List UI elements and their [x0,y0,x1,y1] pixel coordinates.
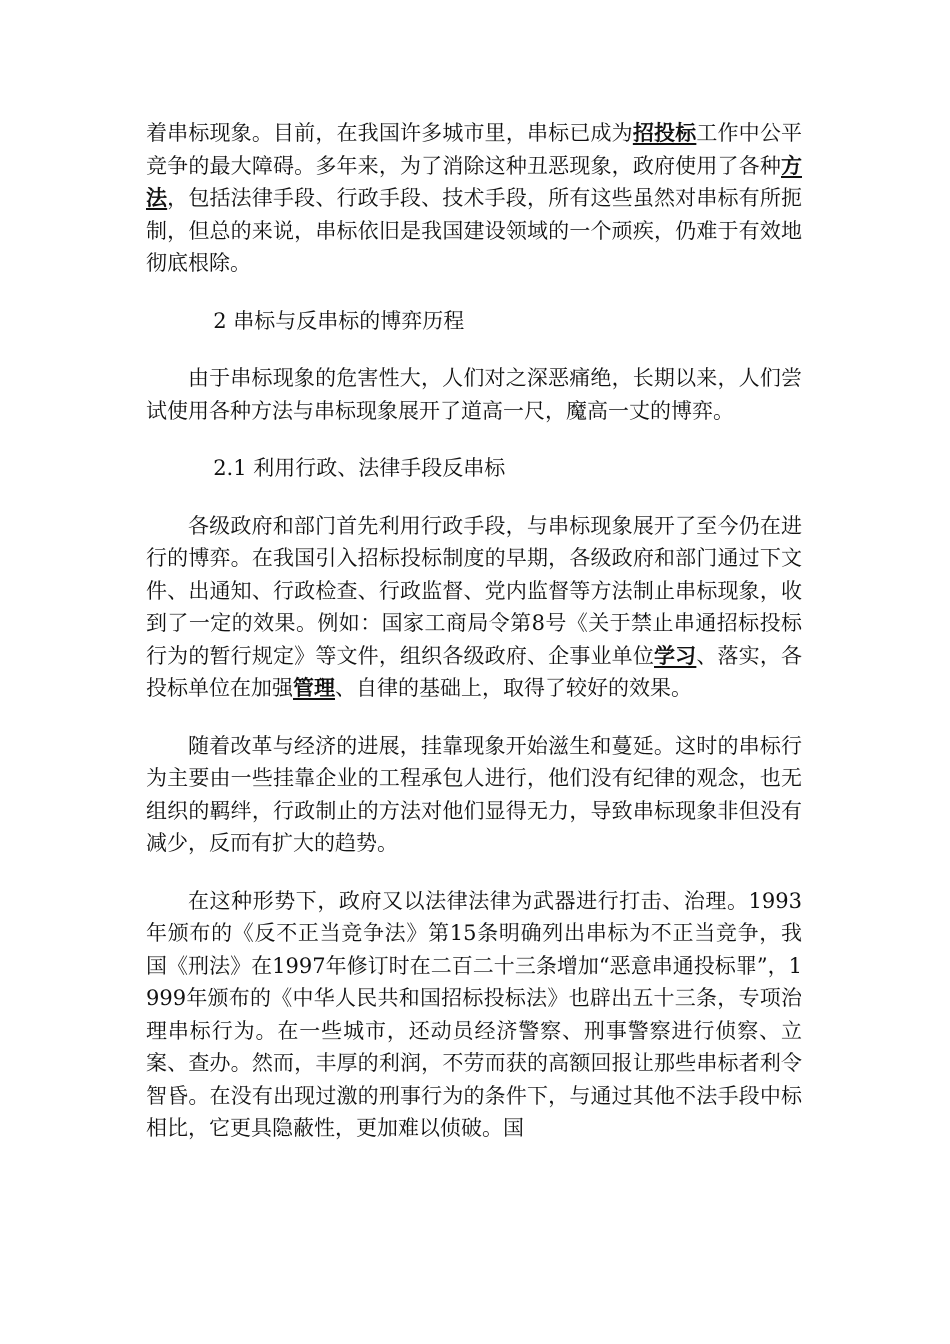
paragraph-3-text-c: 、自律的基础上，取得了较好的效果。 [335,676,692,700]
paragraph-1-text-c: ，包括法律手段、行政手段、技术手段，所有这些虽然对串标有所扼制，但总的来说，串标依旧是我国建设领域的一个顽疾，仍难于有效地彻底根除。 [146,186,803,275]
keyword-link-zhaotoubiao[interactable]: 招投标 [632,120,697,145]
keyword-link-guanli[interactable]: 管理 [293,675,335,700]
paragraph-1-text-b: 工作中公平竞争的最大障碍。多年来，为了消除这种丑恶现象，政府使用了各种 [146,121,803,178]
section-heading-2-1: 2.1 利用行政、法律手段反串标 [213,456,506,480]
keyword-link-fangfa[interactable]: 方法 [146,152,802,210]
paragraph-3-text-b: 、落实，各投标单位在加强 [146,643,803,700]
document-page [146,117,802,1170]
keyword-link-xuexi[interactable]: 学习 [654,642,697,668]
paragraph-3 [146,510,802,705]
section-heading-2: 2 串标与反串标的博弈历程 [213,308,465,333]
paragraph-2: 由于串标现象的危害性大，人们对之深恶痛绝，长期以来，人们尝试使用各种方法与串标现象展开了道高一尺，魔高一丈的博弈。 [146,366,802,423]
paragraph-1 [146,117,802,280]
paragraph-5: 在这种形势下，政府又以法律法律为武器进行打击、治理。1993年颁布的《反不正当竞争法》第15条明确列出串标为不正当竞争，我国《刑法》在1997年修订时在二百二十三条增加“恶意串通投标罪”，1999年颁布的《中华人民共和国招标投标法》也辟出五十三条，专项治理串标行为。在一些城市，还动员经济警察、刑事警察进行侦察、立案、查办。然而，丰厚的利润，不劳而获的高额回报让那些串标者利令智昏。在没有出现过激的刑事行为的条件下，与通过其他不法手段中标相比，它更具隐蔽性，更加难以侦破。国 [146,888,802,1140]
paragraph-1-text-a: 着串标现象。目前，在我国许多城市里，串标已成为 [146,121,633,145]
paragraph-3-text-a: 各级政府和部门首先利用行政手段，与串标现象展开了至今仍在进行的博弈。在我国引入招标投标制度的早期，各级政府和部门通过下文件、出通知、行政检查、行政监督、党内监督等方法制止串标现象，收到了一定的效果。例如：国家工商局令第8号《关于禁止串通招标投标行为的暂行规定》等文件，组织各级政府、企事业单位 [146,513,802,668]
paragraph-4: 随着改革与经济的进展，挂靠现象开始滋生和蔓延。这时的串标行为主要由一些挂靠企业的工程承包人进行，他们没有纪律的观念，也无组织的羁绊，行政制止的方法对他们显得无力，导致串标现象非但没有减少，反而有扩大的趋势。 [146,733,802,855]
